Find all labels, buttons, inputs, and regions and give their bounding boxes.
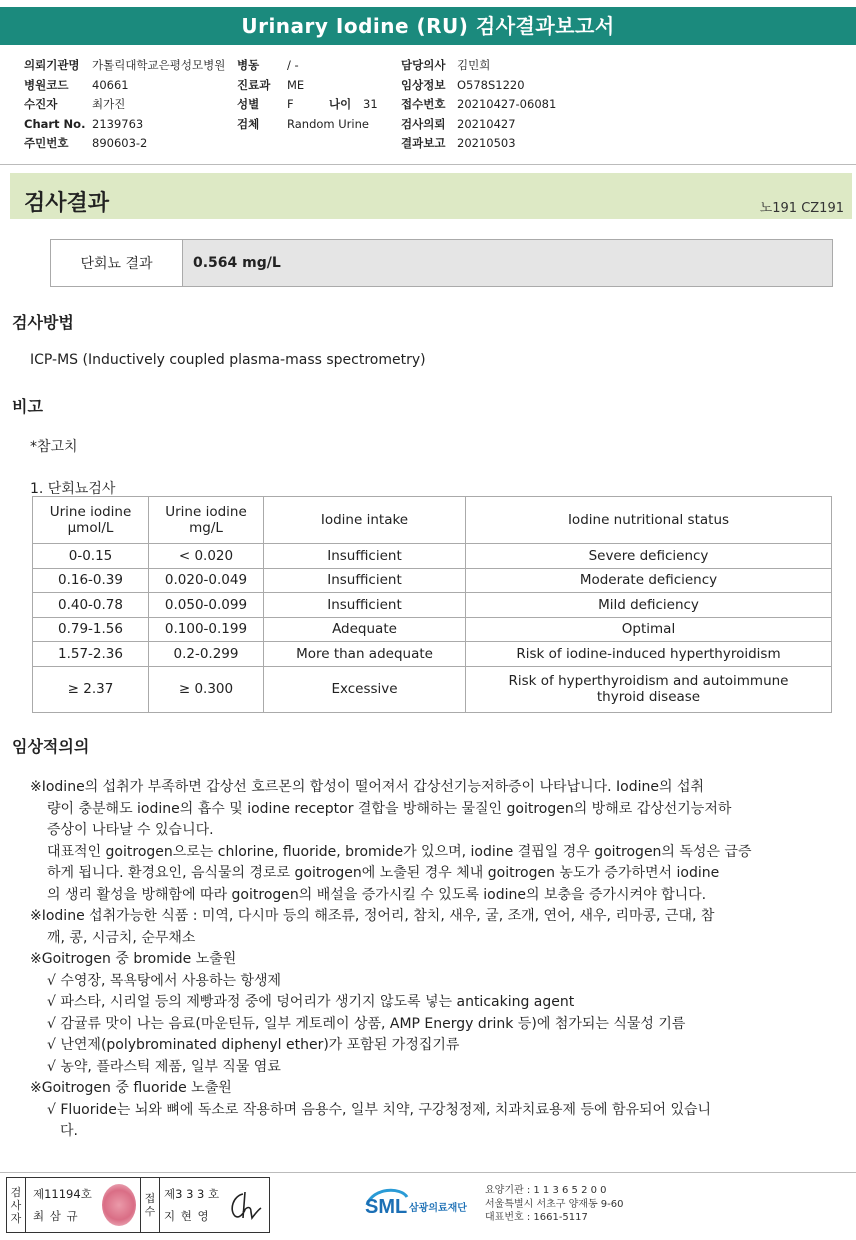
signature-icon bbox=[225, 1188, 263, 1222]
value-request-date: 20210427 bbox=[457, 116, 516, 131]
seal-stamp bbox=[102, 1184, 136, 1226]
table-row: 0.40-0.78 0.050-0.099 Insufficient Mild deficiency bbox=[33, 593, 832, 618]
method-text: ICP-MS (Inductively coupled plasma-mass spectrometry) bbox=[30, 352, 426, 368]
value-doctor: 김민희 bbox=[457, 58, 491, 72]
label-report-date: 결과보고 bbox=[401, 136, 446, 150]
logo-subtext: 삼광의료재단 bbox=[409, 1203, 467, 1214]
clinical-line: 대표적인 goitrogen으로는 chlorine, fluoride, bromide가 있으며, iodine 결핍일 경우 goitrogen의 독성은 급증 bbox=[47, 843, 752, 860]
label-resident-no: 주민번호 bbox=[24, 136, 69, 150]
label-patient: 수진자 bbox=[24, 97, 58, 111]
label-ward: 병동 bbox=[237, 58, 260, 72]
value-chart-no: 2139763 bbox=[92, 116, 144, 131]
col-header-status: Iodine nutritional status bbox=[466, 497, 832, 544]
label-request-date: 검사의뢰 bbox=[401, 116, 446, 131]
result-label: 단회뇨 결과 bbox=[51, 240, 183, 287]
clinical-line: 의 생리 활성을 방해함에 따라 goitrogen의 배설을 증가시킬 수 있도록 iodine의 보충을 증가시켜야 합니다. bbox=[47, 886, 707, 903]
institution-phone: 대표번호 : 1661-5117 bbox=[485, 1212, 588, 1223]
divider bbox=[0, 164, 856, 165]
value-patient: 최가진 bbox=[92, 97, 126, 111]
clinical-line: ※Iodine 섭취가능한 식품 : 미역, 다시마 등의 해조류, 정어리, 참치, 새우, 굴, 조개, 연어, 새우, 리마콩, 근대, 참 bbox=[30, 908, 715, 924]
institution-info bbox=[485, 1184, 624, 1225]
value-department: ME bbox=[287, 77, 305, 92]
method-title: 검사방법 bbox=[12, 313, 74, 332]
value-hospital: 가톨릭대학교은평성모병원 bbox=[92, 58, 226, 72]
table-row: 1.57-2.36 0.2-0.299 More than adequate Risk of iodine-induced hyperthyroidism bbox=[33, 642, 832, 667]
bromide-title: ※Goitrogen 중 bromide 노출원 bbox=[30, 951, 237, 967]
bromide-item: √ 농약, 플라스틱 제품, 일부 직물 염료 bbox=[47, 1058, 281, 1075]
clinical-line: 증상이 나타날 수 있습니다. bbox=[47, 822, 214, 838]
result-table bbox=[50, 239, 833, 287]
receipt-label: 접 수 bbox=[140, 1178, 160, 1232]
label-sex: 성별 bbox=[237, 97, 260, 111]
result-value: 0.564 mg/L bbox=[183, 240, 833, 287]
fluoride-item: √ Fluoride는 뇌와 뼈에 독소로 작용하며 음용수, 일부 치약, 구강청정제, 치과치료용제 등에 함유되어 있습니 bbox=[47, 1101, 712, 1118]
clinical-text bbox=[30, 777, 820, 1143]
table-row: ≥ 2.37 ≥ 0.300 Excessive Risk of hyperthyroidism and autoimmune thyroid disease bbox=[33, 666, 832, 712]
value-specimen: Random Urine bbox=[287, 116, 369, 131]
col-header-mgl: Urine iodine mg/L bbox=[149, 497, 264, 544]
remarks-title: 비고 bbox=[12, 397, 43, 416]
bromide-item: √ 난연제(polybrominated diphenyl ether)가 포함된 가정집기류 bbox=[47, 1037, 460, 1053]
fluoride-item: 다. bbox=[60, 1123, 78, 1139]
reference-note: *참고치 bbox=[30, 439, 78, 455]
value-report-date: 20210503 bbox=[457, 136, 516, 150]
footer-divider bbox=[0, 1172, 856, 1173]
table-row: 0-0.15 < 0.020 Insufficient Severe deficiency bbox=[33, 544, 832, 569]
fluoride-title: ※Goitrogen 중 fluoride 노출원 bbox=[30, 1080, 232, 1096]
value-ward: / - bbox=[287, 58, 299, 72]
value-resident-no: 890603-2 bbox=[92, 136, 148, 150]
clinical-line: 하게 됩니다. 환경요인, 음식물의 경로로 goitrogen에 노출된 경우 체내 goitrogen 농도가 증가하면서 iodine bbox=[47, 865, 720, 881]
value-hospital-code: 40661 bbox=[92, 77, 129, 92]
label-specimen: 검체 bbox=[237, 116, 260, 131]
info-mid bbox=[237, 56, 378, 134]
sml-logo bbox=[363, 1183, 478, 1227]
bromide-item: √ 수영장, 목욕탕에서 사용하는 항생제 bbox=[47, 972, 282, 989]
clinical-line: 량이 충분해도 iodine의 흡수 및 iodine receptor 결합을 방해하는 물질인 goitrogen의 방해로 갑상선기능저하 bbox=[47, 800, 732, 817]
value-sex: F bbox=[287, 97, 294, 111]
reference-table bbox=[32, 496, 832, 713]
value-clinical-info: O578S1220 bbox=[457, 77, 525, 92]
examiner-name: 최 삼 규 bbox=[33, 1209, 79, 1223]
value-age: 31 bbox=[363, 97, 378, 111]
receiver-license: 제3 3 3 호 bbox=[164, 1187, 220, 1201]
col-header-umol: Urine iodine μmol/L bbox=[33, 497, 149, 544]
table-row: 0.16-0.39 0.020-0.049 Insufficient Moderate deficiency bbox=[33, 568, 832, 593]
value-receipt-no: 20210427-06081 bbox=[457, 97, 557, 111]
signature-box bbox=[6, 1177, 270, 1233]
bromide-item: √ 감귤류 맛이 나는 음료(마운틴듀, 일부 게토레이 상품, AMP Energy drink 등)에 첨가되는 식물성 기름 bbox=[47, 1015, 686, 1032]
label-chart-no: Chart No. bbox=[24, 116, 86, 131]
results-bar bbox=[10, 173, 852, 219]
report-title: Urinary Iodine (RU) 검사결과보고서 bbox=[0, 7, 856, 45]
label-clinical-info: 임상정보 bbox=[401, 77, 446, 92]
clinical-title: 임상적의의 bbox=[12, 737, 90, 756]
label-age: 나이 bbox=[329, 97, 352, 111]
info-right bbox=[401, 56, 556, 154]
reference-table-title: 1. 단회뇨검사 bbox=[30, 481, 116, 497]
label-hospital: 의뢰기관명 bbox=[24, 58, 80, 72]
clinical-line: ※Iodine의 섭취가 부족하면 갑상선 호르몬의 합성이 떨어져서 갑상선기능저하증이 나타납니다. Iodine의 섭취 bbox=[30, 779, 705, 795]
label-hospital-code: 병원코드 bbox=[24, 77, 69, 92]
label-doctor: 담당의사 bbox=[401, 58, 446, 72]
institution-address: 서울특별시 서초구 양재동 9-60 bbox=[485, 1198, 624, 1210]
label-department: 진료과 bbox=[237, 77, 271, 92]
bromide-item: √ 파스타, 시리얼 등의 제빵과정 중에 덩어리가 생기지 않도록 넣는 anticaking agent bbox=[47, 994, 575, 1010]
examiner-license: 제11194호 bbox=[33, 1187, 92, 1201]
label-receipt-no: 접수번호 bbox=[401, 97, 446, 111]
logo-text: SML bbox=[365, 1196, 408, 1218]
results-title: 검사결과 bbox=[24, 191, 110, 216]
info-left bbox=[24, 56, 225, 154]
institution-code: 요양기관 : 1 1 3 6 5 2 0 0 bbox=[485, 1185, 607, 1196]
table-row: 0.79-1.56 0.100-0.199 Adequate Optimal bbox=[33, 617, 832, 642]
clinical-line: 깨, 콩, 시금치, 순무채소 bbox=[47, 929, 196, 946]
col-header-intake: Iodine intake bbox=[264, 497, 466, 544]
examiner-label: 검 사 자 bbox=[7, 1178, 26, 1232]
results-code: 노191 CZ191 bbox=[759, 201, 844, 216]
receiver-name: 지 현 영 bbox=[164, 1209, 210, 1223]
